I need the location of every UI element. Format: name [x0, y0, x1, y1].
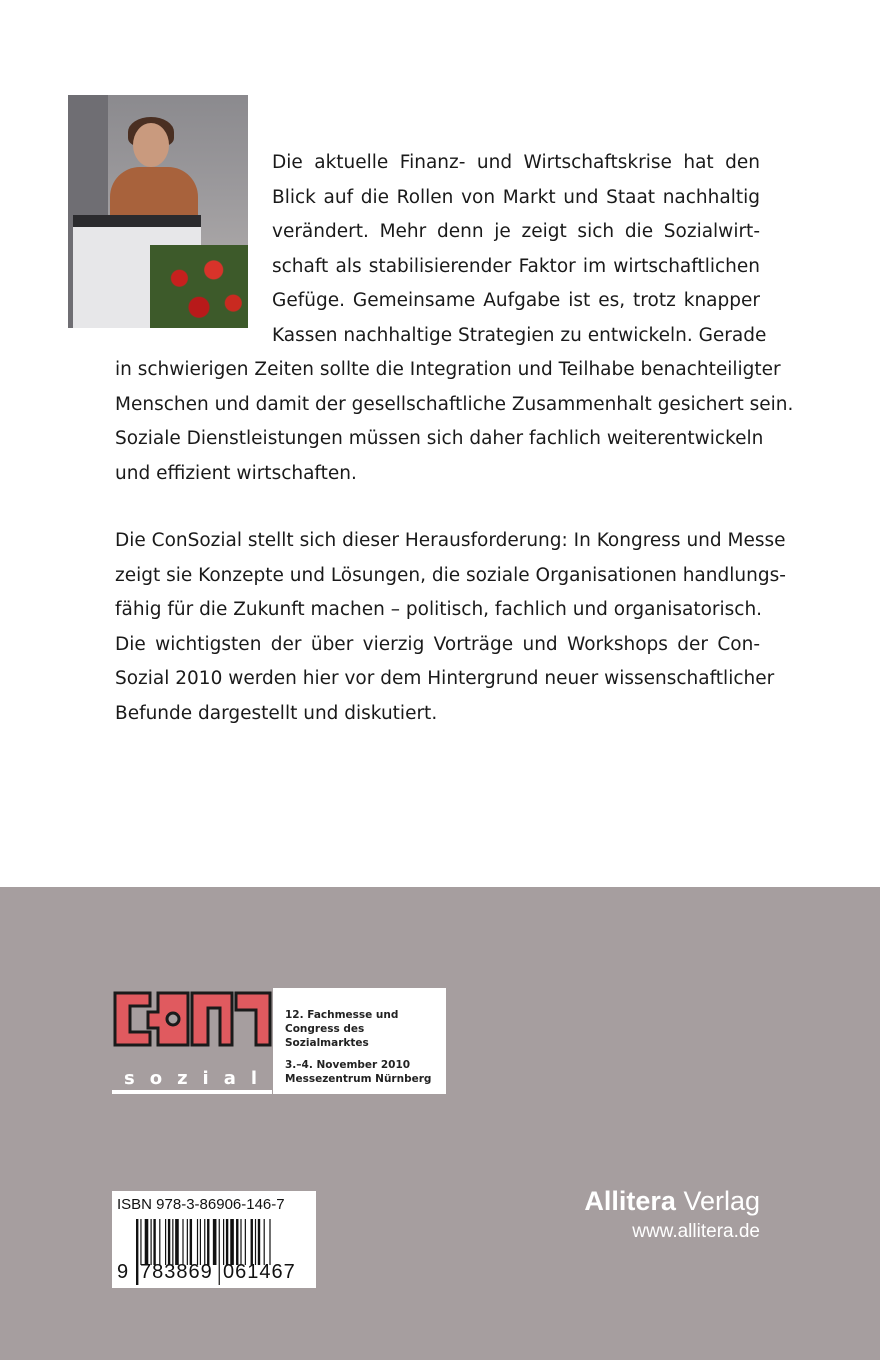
text-line: schaft als stabilisierender Faktor im wirtschaftlichen	[272, 255, 760, 277]
text-line: Soziale Dienstleistungen müssen sich daher fachlich weiterentwickeln	[115, 428, 764, 449]
event-line-1: 12. Fachmesse und	[285, 1009, 399, 1021]
event-info	[273, 988, 446, 1094]
text-line: Menschen und damit der gesellschaftliche Zusammenhalt gesichert sein.	[115, 393, 794, 415]
isbn-barcode-box	[112, 1191, 316, 1288]
isbn-number: ISBN 978-3-86906-146-7	[117, 1196, 285, 1213]
text-line: fähig für die Zukunft machen – politisch, fachlich und organisatorisch.	[115, 599, 763, 620]
consozial-logo	[112, 988, 446, 1094]
text-line: Die ConSozial stellt sich dieser Herausforderung: In Kongress und Messe	[115, 530, 786, 551]
publisher-name: Allitera Verlag	[584, 1186, 760, 1216]
event-date: 3.–4. November 2010	[285, 1059, 411, 1071]
text-line: zeigt sie Konzepte und Lösungen, die soziale Organisationen handlungs-	[115, 564, 786, 586]
text-line: und effizient wirtschaften.	[115, 462, 357, 484]
logo-sozial: sozial	[124, 1068, 273, 1089]
cover-photo-speaker-at-podium	[68, 95, 248, 328]
text-line: Blick auf die Rollen von Markt und Staat nachhaltig	[272, 186, 760, 208]
barcode-digits-left: 783869	[140, 1261, 213, 1283]
blurb-paragraph-1-wrapped	[272, 146, 767, 353]
text-line: Sozial 2010 werden hier vor dem Hintergrund neuer wissenschaftlicher	[115, 668, 775, 689]
blurb-paragraph-2	[115, 524, 786, 731]
publisher-url: www.allitera.de	[632, 1221, 760, 1242]
text-line: Die aktuelle Finanz- und Wirtschaftskrise hat den	[272, 152, 760, 173]
text-line: Die wichtigsten der über vierzig Vorträge und Workshops der Con-	[115, 633, 760, 655]
event-venue: Messezentrum Nürnberg	[285, 1073, 432, 1085]
text-line: Gefüge. Gemeinsame Aufgabe ist es, trotz knapper	[272, 290, 760, 311]
text-line: in schwierigen Zeiten sollte die Integration und Teilhabe benachteiligter	[115, 359, 781, 380]
barcode-digits-right: 061467	[223, 1261, 296, 1283]
text-line: verändert. Mehr denn je zeigt sich die Sozialwirt-	[272, 221, 760, 242]
text-line: Befunde dargestellt und diskutiert.	[115, 702, 438, 724]
bottom-band	[0, 887, 880, 1360]
publisher	[584, 1186, 760, 1243]
blurb-paragraph-1-continued	[115, 353, 794, 491]
event-line-2: Congress des Sozialmarktes	[285, 1023, 369, 1049]
barcode-digit-first: 9	[117, 1261, 130, 1283]
text-line: Kassen nachhaltige Strategien zu entwickeln. Gerade	[272, 324, 767, 346]
